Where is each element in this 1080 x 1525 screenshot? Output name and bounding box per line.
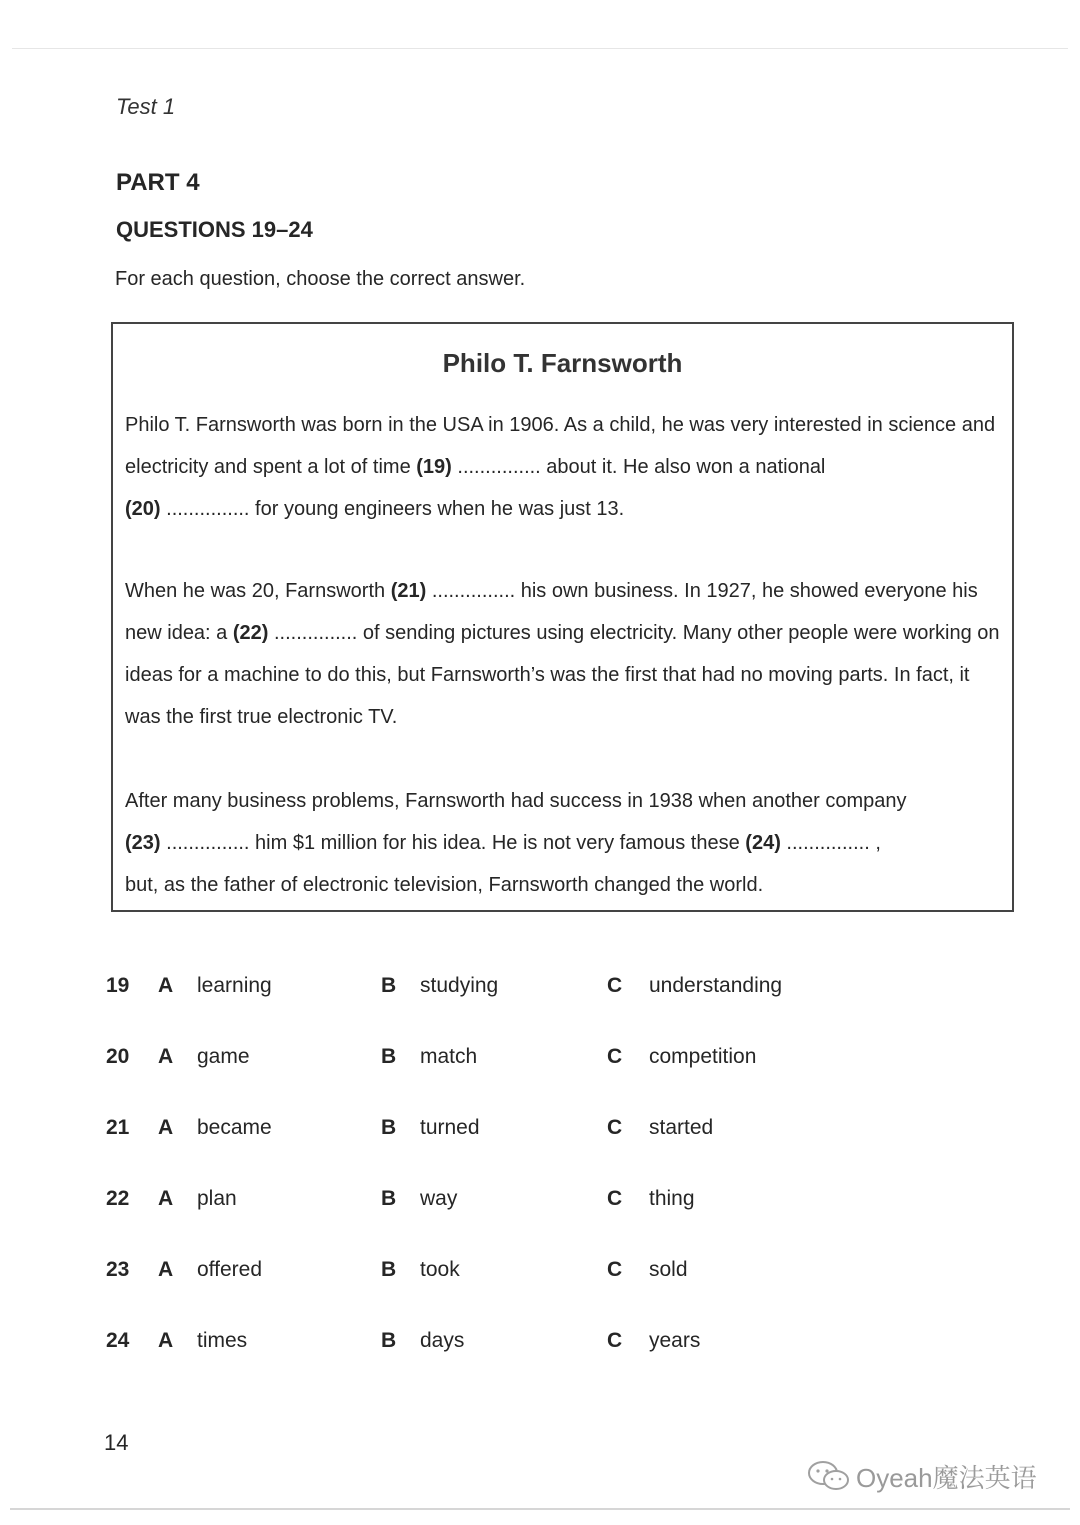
option-letter-c: C [607, 1258, 623, 1281]
option-c[interactable]: years [649, 1329, 701, 1352]
gap-24-blank: ............... [786, 832, 870, 854]
option-letter-c: C [607, 974, 623, 997]
option-c[interactable]: understanding [649, 974, 783, 997]
option-a[interactable]: game [197, 1045, 250, 1068]
gap-22-label: (22) [232, 622, 269, 644]
passage-paragraph-3: After many business problems, Farnsworth had success in 1938 when another company (23) ............... him $1 million for his idea. He is not very famous these (24) ............... , but, as the father of electronic television, Farnsworth changed the world. [125, 790, 907, 896]
question-number: 24 [106, 1329, 130, 1352]
passage-title: Philo T. Farnsworth [442, 348, 683, 378]
question-row-20 [0, 1045, 1080, 1075]
question-number: 21 [106, 1116, 130, 1139]
option-letter-b: B [381, 1329, 397, 1352]
option-letter-b: B [381, 974, 397, 997]
option-letter-b: B [381, 1116, 397, 1139]
option-letter-b: B [381, 1187, 397, 1210]
option-c[interactable]: started [649, 1116, 714, 1139]
option-letter-b: B [381, 1258, 397, 1281]
page-number: 14 [104, 1430, 129, 1455]
question-number: 19 [106, 974, 130, 997]
option-letter-b: B [381, 1045, 397, 1068]
option-letter-a: A [158, 974, 174, 997]
option-letter-a: A [158, 1187, 174, 1210]
questions-heading: QUESTIONS 19–24 [116, 217, 313, 242]
passage-paragraph-1: Philo T. Farnsworth was born in the USA in 1906. As a child, he was very interested in science and electricity and spent a lot of time (19) ............... about it. He also won a national (20) ............... for young engineers when he was just 13. [125, 414, 996, 520]
option-a[interactable]: plan [197, 1187, 237, 1210]
top-divider [12, 48, 1068, 49]
option-a[interactable]: times [197, 1329, 248, 1352]
watermark-text: Oyeah魔法英语 [856, 1463, 1037, 1493]
option-b[interactable]: way [420, 1187, 458, 1210]
option-a[interactable]: offered [197, 1258, 262, 1281]
option-letter-a: A [158, 1116, 174, 1139]
gap-23-blank: ............... [166, 832, 250, 854]
question-row-22 [0, 1187, 1080, 1217]
gap-20-blank: ............... [166, 498, 250, 520]
option-letter-c: C [607, 1187, 623, 1210]
question-number: 22 [106, 1187, 130, 1210]
gap-19-blank: ............... [457, 456, 541, 478]
question-row-19 [0, 974, 1080, 1004]
test-label: Test 1 [116, 94, 176, 119]
question-number: 23 [106, 1258, 130, 1281]
option-b[interactable]: turned [420, 1116, 480, 1139]
option-a[interactable]: became [197, 1116, 272, 1139]
option-c[interactable]: thing [649, 1187, 695, 1210]
gap-21-label: (21) [390, 580, 427, 602]
question-row-21 [0, 1116, 1080, 1146]
option-letter-c: C [607, 1116, 623, 1139]
option-letter-a: A [158, 1045, 174, 1068]
part-title: PART 4 [116, 169, 200, 196]
option-letter-c: C [607, 1045, 623, 1068]
gap-23-label: (23) [125, 832, 161, 854]
option-letter-a: A [158, 1258, 174, 1281]
option-b[interactable]: studying [420, 974, 499, 997]
passage-box [111, 322, 1014, 912]
option-a[interactable]: learning [197, 974, 272, 997]
gap-19-label: (19) [416, 456, 452, 478]
gap-20-label: (20) [125, 498, 161, 520]
gap-22-blank: ............... [274, 622, 358, 644]
wechat-icon [806, 1460, 852, 1492]
question-row-24 [0, 1329, 1080, 1359]
option-b[interactable]: took [420, 1258, 460, 1281]
option-c[interactable]: competition [649, 1045, 757, 1068]
instruction-text: For each question, choose the correct answer. [115, 268, 526, 290]
option-c[interactable]: sold [649, 1258, 688, 1281]
gap-24-label: (24) [745, 832, 781, 854]
option-letter-c: C [607, 1329, 623, 1352]
question-row-23 [0, 1258, 1080, 1288]
passage-paragraph-2: When he was 20, Farnsworth (21) ............... his own business. In 1927, he showed everyone his new idea: a (22) ............... of sending pictures using electricity. Many other people were working on ideas for a machine to do this, but Farnsworth’s was the first that had no moving parts. In fact, it was the first true electronic TV. [125, 580, 1000, 728]
option-letter-a: A [158, 1329, 174, 1352]
bottom-divider [10, 1508, 1070, 1510]
question-number: 20 [106, 1045, 130, 1068]
gap-21-blank: ............... [431, 580, 516, 602]
option-b[interactable]: match [420, 1045, 478, 1068]
option-b[interactable]: days [420, 1329, 465, 1352]
